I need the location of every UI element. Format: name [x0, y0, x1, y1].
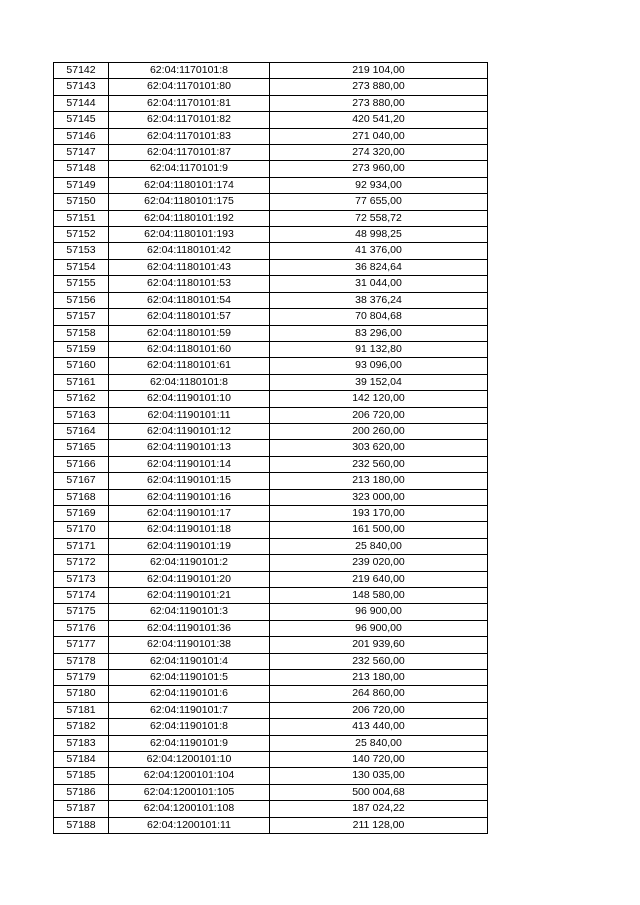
- cadastral-number-cell: 62:04:1200101:105: [109, 784, 270, 800]
- table-row: [54, 538, 488, 554]
- table-row: [54, 801, 488, 817]
- cadastral-number-cell: 62:04:1190101:16: [109, 489, 270, 505]
- row-number-cell: 57186: [54, 784, 109, 800]
- value-cell: 96 900,00: [270, 604, 488, 620]
- row-number-cell: 57148: [54, 161, 109, 177]
- cadastral-number-cell: 62:04:1170101:80: [109, 79, 270, 95]
- value-cell: 70 804,68: [270, 309, 488, 325]
- table-row: [54, 423, 488, 439]
- row-number-cell: 57149: [54, 177, 109, 193]
- value-cell: 36 824,64: [270, 259, 488, 275]
- table-row: [54, 604, 488, 620]
- value-cell: 273 880,00: [270, 95, 488, 111]
- cadastral-number-cell: 62:04:1180101:53: [109, 276, 270, 292]
- row-number-cell: 57177: [54, 637, 109, 653]
- value-cell: 232 560,00: [270, 653, 488, 669]
- value-cell: 201 939,60: [270, 637, 488, 653]
- row-number-cell: 57161: [54, 374, 109, 390]
- table-row: [54, 784, 488, 800]
- cadastral-number-cell: 62:04:1180101:193: [109, 227, 270, 243]
- table-row: [54, 63, 488, 79]
- cadastral-number-cell: 62:04:1180101:8: [109, 374, 270, 390]
- value-cell: 264 860,00: [270, 686, 488, 702]
- row-number-cell: 57143: [54, 79, 109, 95]
- row-number-cell: 57187: [54, 801, 109, 817]
- cadastral-number-cell: 62:04:1180101:174: [109, 177, 270, 193]
- table-row: [54, 473, 488, 489]
- cadastral-number-cell: 62:04:1190101:38: [109, 637, 270, 653]
- value-cell: 323 000,00: [270, 489, 488, 505]
- table-row: [54, 309, 488, 325]
- cadastral-number-cell: 62:04:1190101:10: [109, 391, 270, 407]
- value-cell: 148 580,00: [270, 588, 488, 604]
- row-number-cell: 57151: [54, 210, 109, 226]
- cadastral-number-cell: 62:04:1190101:11: [109, 407, 270, 423]
- row-number-cell: 57163: [54, 407, 109, 423]
- row-number-cell: 57180: [54, 686, 109, 702]
- value-cell: 38 376,24: [270, 292, 488, 308]
- row-number-cell: 57175: [54, 604, 109, 620]
- table-row: [54, 440, 488, 456]
- cadastral-number-cell: 62:04:1190101:13: [109, 440, 270, 456]
- value-cell: 91 132,80: [270, 341, 488, 357]
- value-cell: 200 260,00: [270, 423, 488, 439]
- row-number-cell: 57170: [54, 522, 109, 538]
- cadastral-number-cell: 62:04:1200101:11: [109, 817, 270, 833]
- cadastral-number-cell: 62:04:1170101:83: [109, 128, 270, 144]
- row-number-cell: 57157: [54, 309, 109, 325]
- value-cell: 219 640,00: [270, 571, 488, 587]
- cadastral-number-cell: 62:04:1190101:7: [109, 702, 270, 718]
- cadastral-number-cell: 62:04:1180101:57: [109, 309, 270, 325]
- row-number-cell: 57164: [54, 423, 109, 439]
- row-number-cell: 57144: [54, 95, 109, 111]
- row-number-cell: 57185: [54, 768, 109, 784]
- value-cell: 72 558,72: [270, 210, 488, 226]
- row-number-cell: 57153: [54, 243, 109, 259]
- row-number-cell: 57188: [54, 817, 109, 833]
- cadastral-number-cell: 62:04:1170101:87: [109, 145, 270, 161]
- cadastral-number-cell: 62:04:1190101:36: [109, 620, 270, 636]
- row-number-cell: 57155: [54, 276, 109, 292]
- row-number-cell: 57146: [54, 128, 109, 144]
- value-cell: 41 376,00: [270, 243, 488, 259]
- value-cell: 77 655,00: [270, 194, 488, 210]
- row-number-cell: 57158: [54, 325, 109, 341]
- value-cell: 273 880,00: [270, 79, 488, 95]
- cadastral-value-table: [53, 62, 488, 834]
- table-row: [54, 620, 488, 636]
- cadastral-number-cell: 62:04:1190101:17: [109, 505, 270, 521]
- table-row: [54, 358, 488, 374]
- table-row: [54, 145, 488, 161]
- value-cell: 93 096,00: [270, 358, 488, 374]
- row-number-cell: 57162: [54, 391, 109, 407]
- table-row: [54, 588, 488, 604]
- value-cell: 130 035,00: [270, 768, 488, 784]
- value-cell: 211 128,00: [270, 817, 488, 833]
- table-row: [54, 637, 488, 653]
- row-number-cell: 57168: [54, 489, 109, 505]
- row-number-cell: 57174: [54, 588, 109, 604]
- row-number-cell: 57160: [54, 358, 109, 374]
- cadastral-number-cell: 62:04:1190101:5: [109, 670, 270, 686]
- table-body: [54, 63, 488, 834]
- cadastral-number-cell: 62:04:1190101:15: [109, 473, 270, 489]
- table-row: [54, 768, 488, 784]
- table-row: [54, 259, 488, 275]
- row-number-cell: 57176: [54, 620, 109, 636]
- cadastral-number-cell: 62:04:1190101:19: [109, 538, 270, 554]
- cadastral-number-cell: 62:04:1190101:20: [109, 571, 270, 587]
- value-cell: 273 960,00: [270, 161, 488, 177]
- cadastral-number-cell: 62:04:1190101:3: [109, 604, 270, 620]
- row-number-cell: 57166: [54, 456, 109, 472]
- value-cell: 206 720,00: [270, 702, 488, 718]
- cadastral-number-cell: 62:04:1190101:14: [109, 456, 270, 472]
- value-cell: 303 620,00: [270, 440, 488, 456]
- value-cell: 271 040,00: [270, 128, 488, 144]
- value-cell: 96 900,00: [270, 620, 488, 636]
- table-row: [54, 194, 488, 210]
- row-number-cell: 57167: [54, 473, 109, 489]
- row-number-cell: 57173: [54, 571, 109, 587]
- table-row: [54, 555, 488, 571]
- row-number-cell: 57172: [54, 555, 109, 571]
- table-row: [54, 817, 488, 833]
- table-row: [54, 210, 488, 226]
- value-cell: 39 152,04: [270, 374, 488, 390]
- value-cell: 219 104,00: [270, 63, 488, 79]
- row-number-cell: 57179: [54, 670, 109, 686]
- value-cell: 48 998,25: [270, 227, 488, 243]
- value-cell: 31 044,00: [270, 276, 488, 292]
- table-row: [54, 227, 488, 243]
- value-cell: 213 180,00: [270, 473, 488, 489]
- value-cell: 161 500,00: [270, 522, 488, 538]
- table-row: [54, 243, 488, 259]
- cadastral-number-cell: 62:04:1180101:61: [109, 358, 270, 374]
- table-row: [54, 489, 488, 505]
- table-row: [54, 391, 488, 407]
- value-cell: 25 840,00: [270, 735, 488, 751]
- cadastral-number-cell: 62:04:1190101:4: [109, 653, 270, 669]
- cadastral-number-cell: 62:04:1180101:54: [109, 292, 270, 308]
- cadastral-number-cell: 62:04:1180101:42: [109, 243, 270, 259]
- table-row: [54, 79, 488, 95]
- row-number-cell: 57169: [54, 505, 109, 521]
- table-row: [54, 407, 488, 423]
- table-row: [54, 505, 488, 521]
- cadastral-number-cell: 62:04:1170101:9: [109, 161, 270, 177]
- cadastral-number-cell: 62:04:1190101:9: [109, 735, 270, 751]
- table-row: [54, 95, 488, 111]
- row-number-cell: 57171: [54, 538, 109, 554]
- row-number-cell: 57147: [54, 145, 109, 161]
- value-cell: 140 720,00: [270, 752, 488, 768]
- table-row: [54, 177, 488, 193]
- row-number-cell: 57182: [54, 719, 109, 735]
- cadastral-number-cell: 62:04:1190101:6: [109, 686, 270, 702]
- value-cell: 206 720,00: [270, 407, 488, 423]
- row-number-cell: 57184: [54, 752, 109, 768]
- value-cell: 232 560,00: [270, 456, 488, 472]
- row-number-cell: 57156: [54, 292, 109, 308]
- cadastral-number-cell: 62:04:1190101:18: [109, 522, 270, 538]
- table-row: [54, 752, 488, 768]
- value-cell: 193 170,00: [270, 505, 488, 521]
- row-number-cell: 57165: [54, 440, 109, 456]
- cadastral-number-cell: 62:04:1180101:59: [109, 325, 270, 341]
- table-row: [54, 325, 488, 341]
- table-row: [54, 653, 488, 669]
- row-number-cell: 57142: [54, 63, 109, 79]
- table-row: [54, 276, 488, 292]
- value-cell: 83 296,00: [270, 325, 488, 341]
- table-row: [54, 456, 488, 472]
- cadastral-number-cell: 62:04:1170101:82: [109, 112, 270, 128]
- table-row: [54, 341, 488, 357]
- cadastral-number-cell: 62:04:1190101:21: [109, 588, 270, 604]
- cadastral-number-cell: 62:04:1190101:12: [109, 423, 270, 439]
- row-number-cell: 57159: [54, 341, 109, 357]
- value-cell: 92 934,00: [270, 177, 488, 193]
- value-cell: 25 840,00: [270, 538, 488, 554]
- row-number-cell: 57150: [54, 194, 109, 210]
- table-row: [54, 735, 488, 751]
- row-number-cell: 57178: [54, 653, 109, 669]
- table-row: [54, 686, 488, 702]
- cadastral-number-cell: 62:04:1190101:2: [109, 555, 270, 571]
- table-row: [54, 522, 488, 538]
- row-number-cell: 57152: [54, 227, 109, 243]
- value-cell: 420 541,20: [270, 112, 488, 128]
- row-number-cell: 57183: [54, 735, 109, 751]
- value-cell: 274 320,00: [270, 145, 488, 161]
- table-row: [54, 719, 488, 735]
- value-cell: 500 004,68: [270, 784, 488, 800]
- value-cell: 142 120,00: [270, 391, 488, 407]
- cadastral-number-cell: 62:04:1180101:175: [109, 194, 270, 210]
- value-cell: 187 024,22: [270, 801, 488, 817]
- cadastral-number-cell: 62:04:1170101:81: [109, 95, 270, 111]
- cadastral-number-cell: 62:04:1180101:192: [109, 210, 270, 226]
- table-row: [54, 374, 488, 390]
- table-row: [54, 670, 488, 686]
- cadastral-number-cell: 62:04:1190101:8: [109, 719, 270, 735]
- cadastral-number-cell: 62:04:1200101:104: [109, 768, 270, 784]
- table-row: [54, 161, 488, 177]
- value-cell: 239 020,00: [270, 555, 488, 571]
- table-row: [54, 702, 488, 718]
- cadastral-number-cell: 62:04:1170101:8: [109, 63, 270, 79]
- table-row: [54, 112, 488, 128]
- value-cell: 213 180,00: [270, 670, 488, 686]
- table-row: [54, 128, 488, 144]
- cadastral-number-cell: 62:04:1180101:60: [109, 341, 270, 357]
- table-row: [54, 571, 488, 587]
- value-cell: 413 440,00: [270, 719, 488, 735]
- table-row: [54, 292, 488, 308]
- row-number-cell: 57181: [54, 702, 109, 718]
- cadastral-number-cell: 62:04:1180101:43: [109, 259, 270, 275]
- row-number-cell: 57145: [54, 112, 109, 128]
- cadastral-number-cell: 62:04:1200101:108: [109, 801, 270, 817]
- row-number-cell: 57154: [54, 259, 109, 275]
- cadastral-number-cell: 62:04:1200101:10: [109, 752, 270, 768]
